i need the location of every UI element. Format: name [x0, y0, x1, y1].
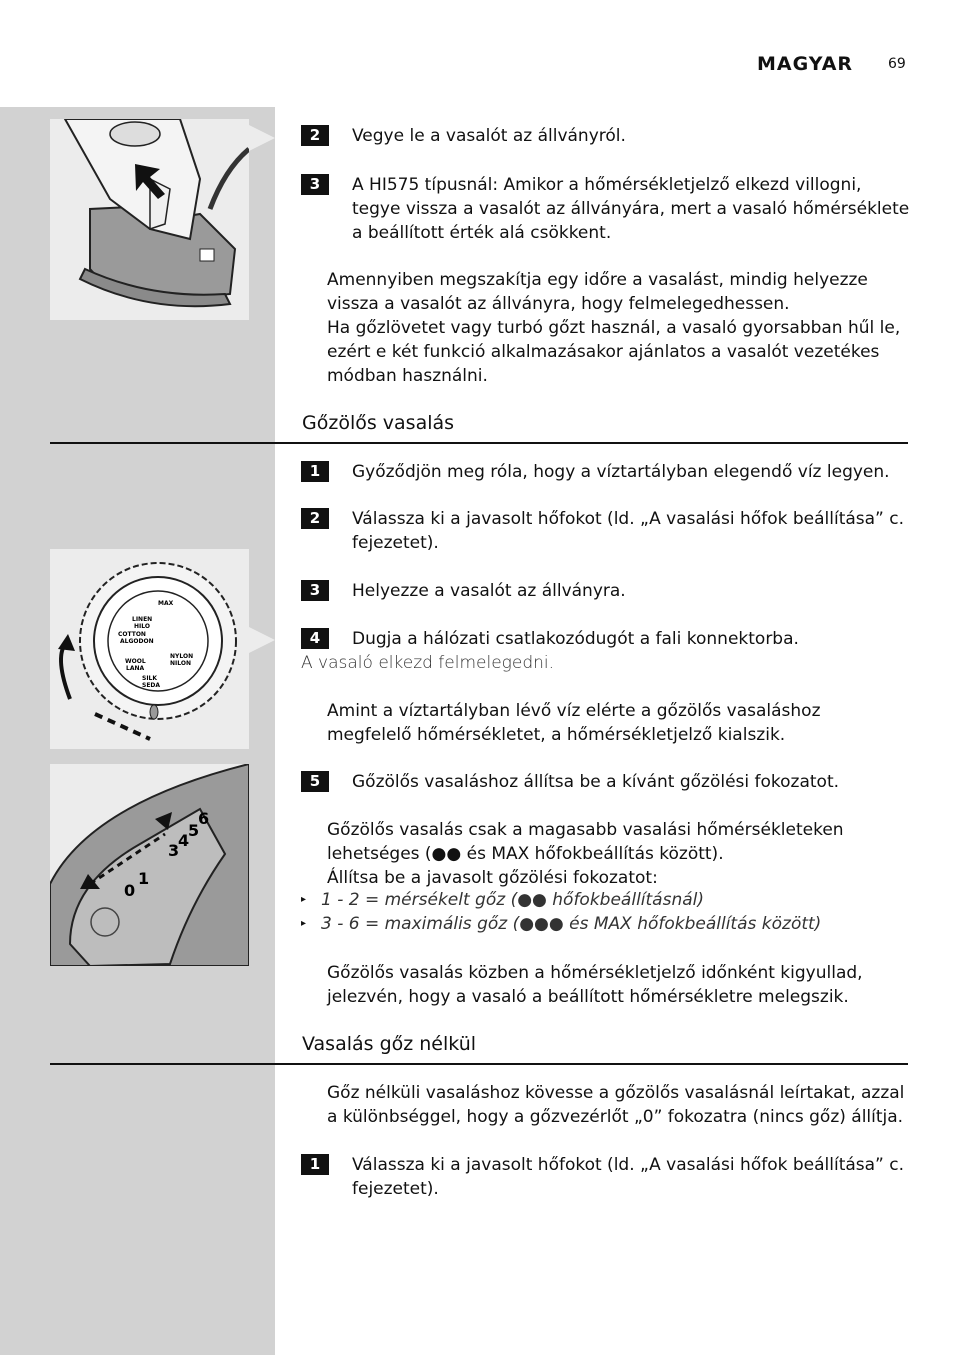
- step-text-line: Válassza ki a javasolt hőfokot (ld. „A vasalási hőfok beállítása” c.: [352, 509, 905, 529]
- dial-label: MAX: [158, 600, 174, 607]
- callout-pointer: [249, 125, 275, 151]
- note-line: jelezvén, hogy a vasaló a beállított hőmérsékletre melegszik.: [327, 987, 849, 1007]
- section-title: Vasalás gőz nélkül: [302, 1033, 477, 1055]
- note-line: Gőzölős vasalás közben a hőmérsékletjelző időnként kigyullad,: [327, 963, 863, 983]
- iron-stand-drawing: [50, 119, 249, 320]
- iron-on-stand-illustration: [50, 119, 249, 320]
- step-text-line: tegye vissza a vasalót az állványára, mert a vasaló hőmérséklete: [352, 199, 910, 219]
- step-text-line: Győződjön meg róla, hogy a víztartályban elegendő víz legyen.: [352, 462, 890, 482]
- note-line: Amennyiben megszakítja egy időre a vasalást, mindig helyezze: [327, 270, 868, 290]
- temperature-dial-illustration: [50, 549, 249, 749]
- dial-label: LANA: [126, 665, 145, 672]
- dial-label: WOOL: [125, 658, 146, 665]
- bullet-icon: ▸: [301, 918, 307, 929]
- dial-label: HILO: [134, 623, 150, 630]
- note-line: módban használni.: [327, 366, 488, 386]
- page-number: 69: [888, 56, 906, 72]
- step-number: 5: [301, 771, 329, 792]
- dial-label: SILK: [142, 675, 158, 682]
- note-line: Állítsa be a javasolt gőzölési fokozatot:: [327, 868, 658, 888]
- step-text: Vegye le a vasalót az állványról.: [352, 126, 626, 146]
- step-text-line: Dugja a hálózati csatlakozódugót a fali konnektorba.: [352, 629, 799, 649]
- step-text-line: fejezetet).: [352, 1179, 439, 1199]
- steam-dial-illustration: [50, 764, 249, 966]
- step-text-line: Helyezze a vasalót az állványra.: [352, 581, 626, 601]
- step-text-line: Válassza ki a javasolt hőfokot (ld. „A vasalási hőfok beállítása” c.: [352, 1155, 905, 1175]
- language-header: MAGYAR: [757, 53, 854, 75]
- note-line: vissza a vasalót az állványra, hogy felmelegedhessen.: [327, 294, 790, 314]
- bullet-item: 3 - 6 = maximális gőz (●●● és MAX hőfokbeállítás között): [321, 914, 822, 934]
- step-number: 2: [301, 125, 329, 146]
- steam-dial-digit: 4: [178, 831, 190, 850]
- step-number: 1: [301, 461, 329, 482]
- note-line: Gőzölős vasalás csak a magasabb vasalási hőmérsékleteken: [327, 820, 844, 840]
- bullet-item: 1 - 2 = mérsékelt gőz (●● hőfokbeállításnál): [321, 890, 704, 910]
- note-line: Amint a víztartályban lévő víz elérte a gőzölős vasaláshoz: [327, 701, 821, 721]
- steam-dial-digit: 6: [198, 809, 210, 828]
- dial-label: ALGODON: [120, 638, 154, 645]
- step-result: A vasaló elkezd felmelegedni.: [301, 653, 555, 673]
- steam-dial-digit: 5: [188, 821, 200, 840]
- dial-label: NYLON: [170, 653, 194, 660]
- step-text-line: A HI575 típusnál: Amikor a hőmérsékletjelző elkezd villogni,: [352, 175, 862, 195]
- step-number: 1: [301, 1154, 329, 1175]
- step-number: 3: [301, 174, 329, 195]
- bullet-icon: ▸: [301, 894, 307, 905]
- step-text-line: fejezetet).: [352, 533, 439, 553]
- note-line: a különbséggel, hogy a gőzvezérlőt „0” fokozatra (nincs gőz) állítja.: [327, 1107, 904, 1127]
- step-number: 4: [301, 628, 329, 649]
- callout-pointer: [249, 627, 275, 653]
- section-rule: [50, 442, 908, 444]
- step-text-line: a beállított érték alá csökkent.: [352, 223, 612, 243]
- section-title: Gőzölős vasalás: [302, 412, 455, 434]
- dial-label: NILON: [170, 660, 191, 667]
- steam-dial-digit: 1: [138, 869, 150, 888]
- steam-dial-digit: 3: [168, 841, 180, 860]
- note-line: Ha gőzlövetet vagy turbó gőzt használ, a vasaló gyorsabban hűl le,: [327, 318, 901, 338]
- steam-dial-digit: 0: [124, 881, 136, 900]
- note-line: lehetséges (●● és MAX hőfokbeállítás között).: [327, 844, 724, 864]
- section-rule: [50, 1063, 908, 1065]
- step-text: Gőzölős vasaláshoz állítsa be a kívánt gőzölési fokozatot.: [352, 772, 840, 792]
- dial-label: LINEN: [132, 616, 153, 623]
- dial-label: COTTON: [118, 631, 146, 638]
- note-line: Gőz nélküli vasaláshoz kövesse a gőzölős vasalásnál leírtakat, azzal: [327, 1083, 905, 1103]
- note-line: ezért e két funkció alkalmazásakor ajánlatos a vasalót vezetékes: [327, 342, 880, 362]
- dial-label: SEDA: [142, 682, 161, 689]
- step-number: 3: [301, 580, 329, 601]
- step-number: 2: [301, 508, 329, 529]
- note-line: megfelelő hőmérsékletet, a hőmérsékletjelző kialszik.: [327, 725, 786, 745]
